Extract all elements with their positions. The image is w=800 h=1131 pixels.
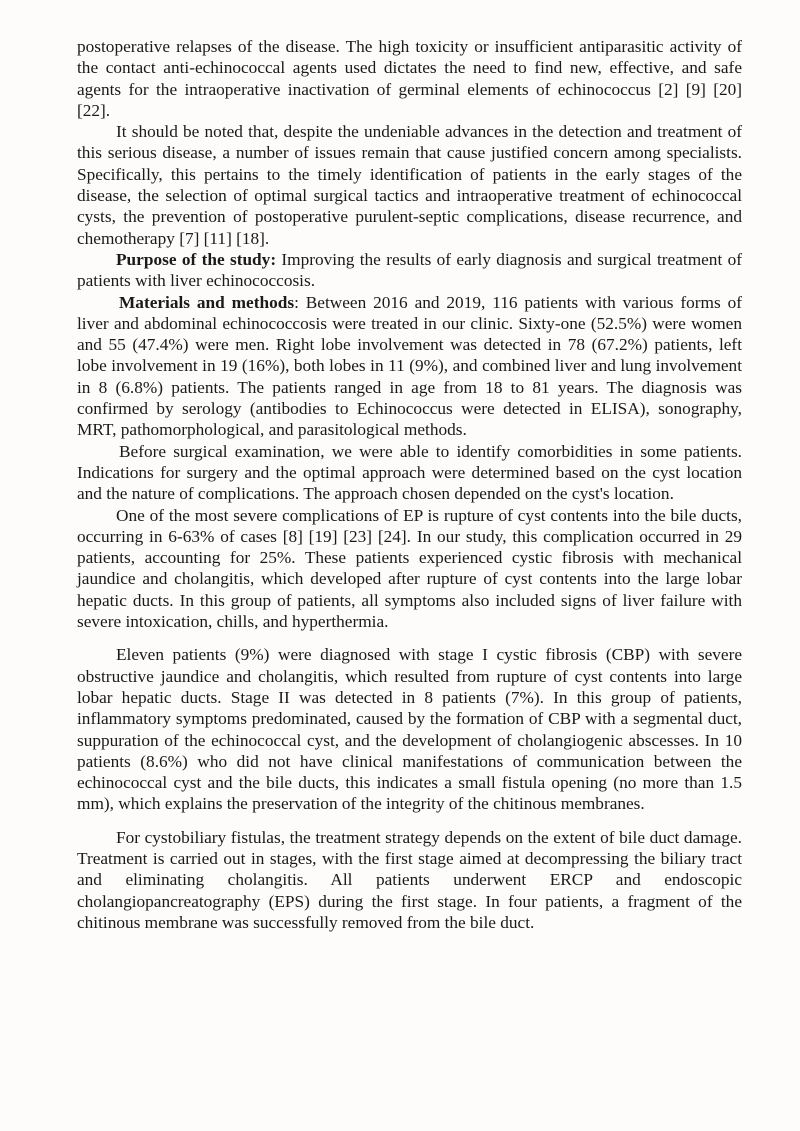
paragraph-purpose [77, 249, 742, 292]
paragraph-intro-continued: postoperative relapses of the disease. The high toxicity or insufficient antiparasitic activity of the contact anti-echinococcal agents used dictates the need to find new, effective, and safe agents for the intraoperative inactivation of germinal elements of echinococcus [2] [9] [20] [22]. [77, 37, 742, 120]
paragraph-materials-methods [77, 292, 742, 441]
paragraph-complications: One of the most severe complications of EP is rupture of cyst contents into the bile ducts, occurring in 6-63% of cases [8] [19] [23] [24]. In our study, this complication occurred in 29 patients, accounting for 25%. These patients experienced cystic fibrosis with mechanical jaundice and cholangitis, which developed after rupture of cyst contents into the large lobar hepatic ducts. In this group of patients, all symptoms also included signs of liver failure with severe intoxication, chills, and hyperthermia. [77, 505, 742, 632]
purpose-heading: Purpose of the study: [116, 249, 277, 269]
paragraph-comorbidities: Before surgical examination, we were able to identify comorbidities in some patients. Indications for surgery and the optimal approach were determined based on the cyst location and the nature of complications. The approach chosen depended on the cyst's location. [77, 441, 742, 504]
materials-methods-text: : Between 2016 and 2019, 116 patients with various forms of liver and abdominal echinococcosis were treated in our clinic. Sixty-one (52.5%) were women and 55 (47.4%) were men. Right lobe involvement was detected in 78 (67.2%) patients, left lobe involvement in 19 (16%), both lobes in 11 (9%), and combined liver and lung involvement in 8 (6.8%) patients. The patients ranged in age from 18 to 81 years. The diagnosis was confirmed by serology (antibodies to Echinococcus were detected in ELISA), sonography, MRT, pathomorphological, and parasitological methods. [77, 292, 742, 440]
paragraph-issues: It should be noted that, despite the undeniable advances in the detection and treatment of this serious disease, a number of issues remain that cause justified concern among specialists. Specifically, this pertains to the timely identification of patients in the early stages of the disease, the selection of optimal surgical tactics and intraoperative treatment of echinococcal cysts, the prevention of postoperative purulent-septic complications, disease recurrence, and chemotherapy [7] [11] [18]. [77, 122, 742, 248]
purpose-text: Improving the results of early diagnosis and surgical treatment of patients with liver echinococcosis. [77, 249, 742, 291]
paragraph-treatment-strategy: For cystobiliary fistulas, the treatment strategy depends on the extent of bile duct damage. Treatment is carried out in stages, with the first stage aimed at decompressing the biliary tract and eliminating cholangitis. All patients underwent ERCP and endoscopic cholangiopancreatography (EPS) during the first stage. In four patients, a fragment of the chitinous membrane was successfully removed from the bile duct. [77, 827, 742, 932]
document-page [77, 36, 742, 933]
materials-methods-heading: Materials and methods [119, 292, 295, 312]
paragraph-stages: Eleven patients (9%) were diagnosed with stage I cystic fibrosis (CBP) with severe obstructive jaundice and cholangitis, which resulted from rupture of cyst contents into large lobar hepatic ducts. Stage II was detected in 8 patients (7%). In this group of patients, inflammatory symptoms predominated, caused by the formation of CBP with a segmental duct, suppuration of the echinococcal cyst, and the development of cholangiogenic abscesses. In 10 patients (8.6%) who did not have clinical manifestations of communication between the echinococcal cyst and the bile ducts, this indicates a small fistula opening (no more than 1.5 mm), which explains the preservation of the integrity of the chitinous membranes. [77, 645, 742, 814]
